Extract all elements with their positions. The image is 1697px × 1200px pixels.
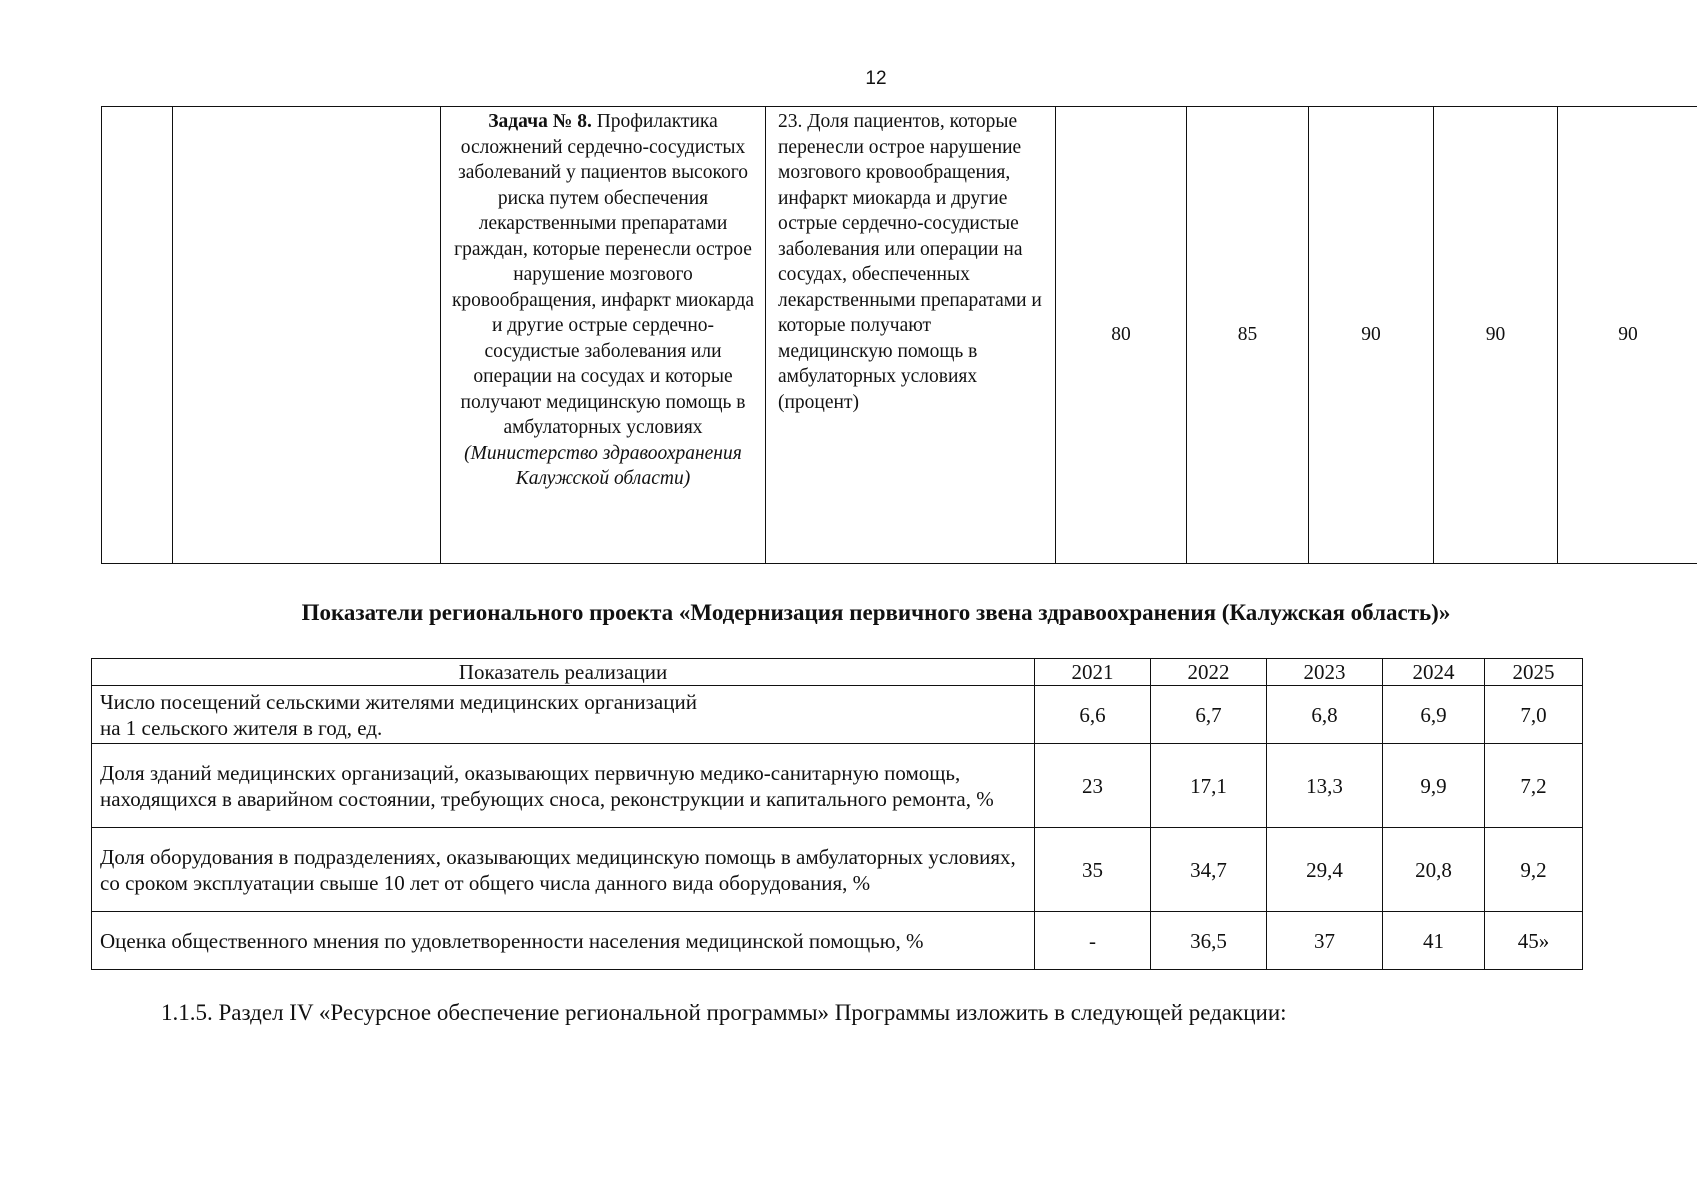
value-cell: 90 bbox=[1558, 107, 1697, 564]
value-cell: 6,8 bbox=[1267, 686, 1383, 744]
value-cell: 7,2 bbox=[1485, 744, 1583, 828]
task-responsible: (Министерство здравоохранения Калужской области) bbox=[464, 442, 742, 489]
value-cell: 29,4 bbox=[1267, 828, 1383, 912]
indicator-name bbox=[92, 686, 1035, 744]
table-row bbox=[92, 686, 1583, 744]
value-cell: 6,7 bbox=[1151, 686, 1267, 744]
project-indicators-table bbox=[91, 658, 1583, 970]
value-cell: 20,8 bbox=[1383, 828, 1485, 912]
empty-cell bbox=[102, 107, 173, 564]
value-cell: 90 bbox=[1434, 107, 1558, 564]
task-text: Профилактика осложнений сердечно-сосудистых заболеваний у пациентов высокого риска путем обеспечения лекарственными препаратами граждан, которые перенесли острое нарушение мозгового кровообращения, инфаркт миокарда и другие острые сердечно-сосудистые заболевания или операции на сосудах и которые получают медицинскую помощь в амбулаторных условиях bbox=[451, 111, 755, 438]
column-header-year: 2023 bbox=[1267, 659, 1383, 686]
value-cell: - bbox=[1035, 912, 1151, 970]
indicator-cell: 23. Доля пациентов, которые перенесли острое нарушение мозгового кровообращения, инфаркт миокарда и другие острые сердечно-сосудистые заболевания или операции на сосудах, обеспеченных лекарственными препаратами и которые получают медицинскую помощь в амбулаторных условиях (процент) bbox=[766, 107, 1056, 564]
value-cell: 90 bbox=[1309, 107, 1434, 564]
indicator-name-text: Число посещений сельскими жителями медицинских организаций на 1 сельского жителя в год, ед. bbox=[100, 689, 697, 740]
column-header-indicator: Показатель реализации bbox=[92, 659, 1035, 686]
column-header-year: 2025 bbox=[1485, 659, 1583, 686]
value-cell: 35 bbox=[1035, 828, 1151, 912]
paragraph-text: 1.1.5. Раздел IV «Ресурсное обеспечение региональной программы» Программы изложить в следующей редакции: bbox=[161, 1000, 1287, 1025]
value-cell: 7,0 bbox=[1485, 686, 1583, 744]
value-cell: 6,6 bbox=[1035, 686, 1151, 744]
column-header-year: 2024 bbox=[1383, 659, 1485, 686]
table-row bbox=[92, 912, 1583, 970]
value-cell: 37 bbox=[1267, 912, 1383, 970]
value-cell: 17,1 bbox=[1151, 744, 1267, 828]
value-cell: 45» bbox=[1485, 912, 1583, 970]
value-cell: 80 bbox=[1056, 107, 1187, 564]
table-header-row bbox=[92, 659, 1583, 686]
value-cell: 85 bbox=[1187, 107, 1309, 564]
indicator-name: Доля оборудования в подразделениях, оказывающих медицинскую помощь в амбулаторных условиях, со сроком эксплуатации свыше 10 лет от общего числа данного вида оборудования, % bbox=[92, 828, 1035, 912]
value-cell: 9,9 bbox=[1383, 744, 1485, 828]
value-cell: 6,9 bbox=[1383, 686, 1485, 744]
task-cell bbox=[441, 107, 766, 564]
value-cell: 36,5 bbox=[1151, 912, 1267, 970]
value-cell: 9,2 bbox=[1485, 828, 1583, 912]
task-title: Задача № 8. bbox=[488, 111, 592, 132]
value-cell: 34,7 bbox=[1151, 828, 1267, 912]
indicator-table bbox=[101, 106, 1697, 564]
table-row bbox=[102, 107, 1697, 564]
table-row bbox=[92, 828, 1583, 912]
indicator-name: Доля зданий медицинских организаций, оказывающих первичную медико-санитарную помощь, находящихся в аварийном состоянии, требующих сноса, реконструкции и капитального ремонта, % bbox=[92, 744, 1035, 828]
value-cell: 41 bbox=[1383, 912, 1485, 970]
indicator-name: Оценка общественного мнения по удовлетворенности населения медицинской помощью, % bbox=[92, 912, 1035, 970]
column-header-year: 2021 bbox=[1035, 659, 1151, 686]
column-header-year: 2022 bbox=[1151, 659, 1267, 686]
section-heading: Показатели регионального проекта «Модернизация первичного звена здравоохранения (Калужская область)» bbox=[301, 600, 1451, 625]
table-row bbox=[92, 744, 1583, 828]
page-number: 12 bbox=[865, 68, 887, 89]
value-cell: 13,3 bbox=[1267, 744, 1383, 828]
value-cell: 23 bbox=[1035, 744, 1151, 828]
empty-cell bbox=[173, 107, 441, 564]
